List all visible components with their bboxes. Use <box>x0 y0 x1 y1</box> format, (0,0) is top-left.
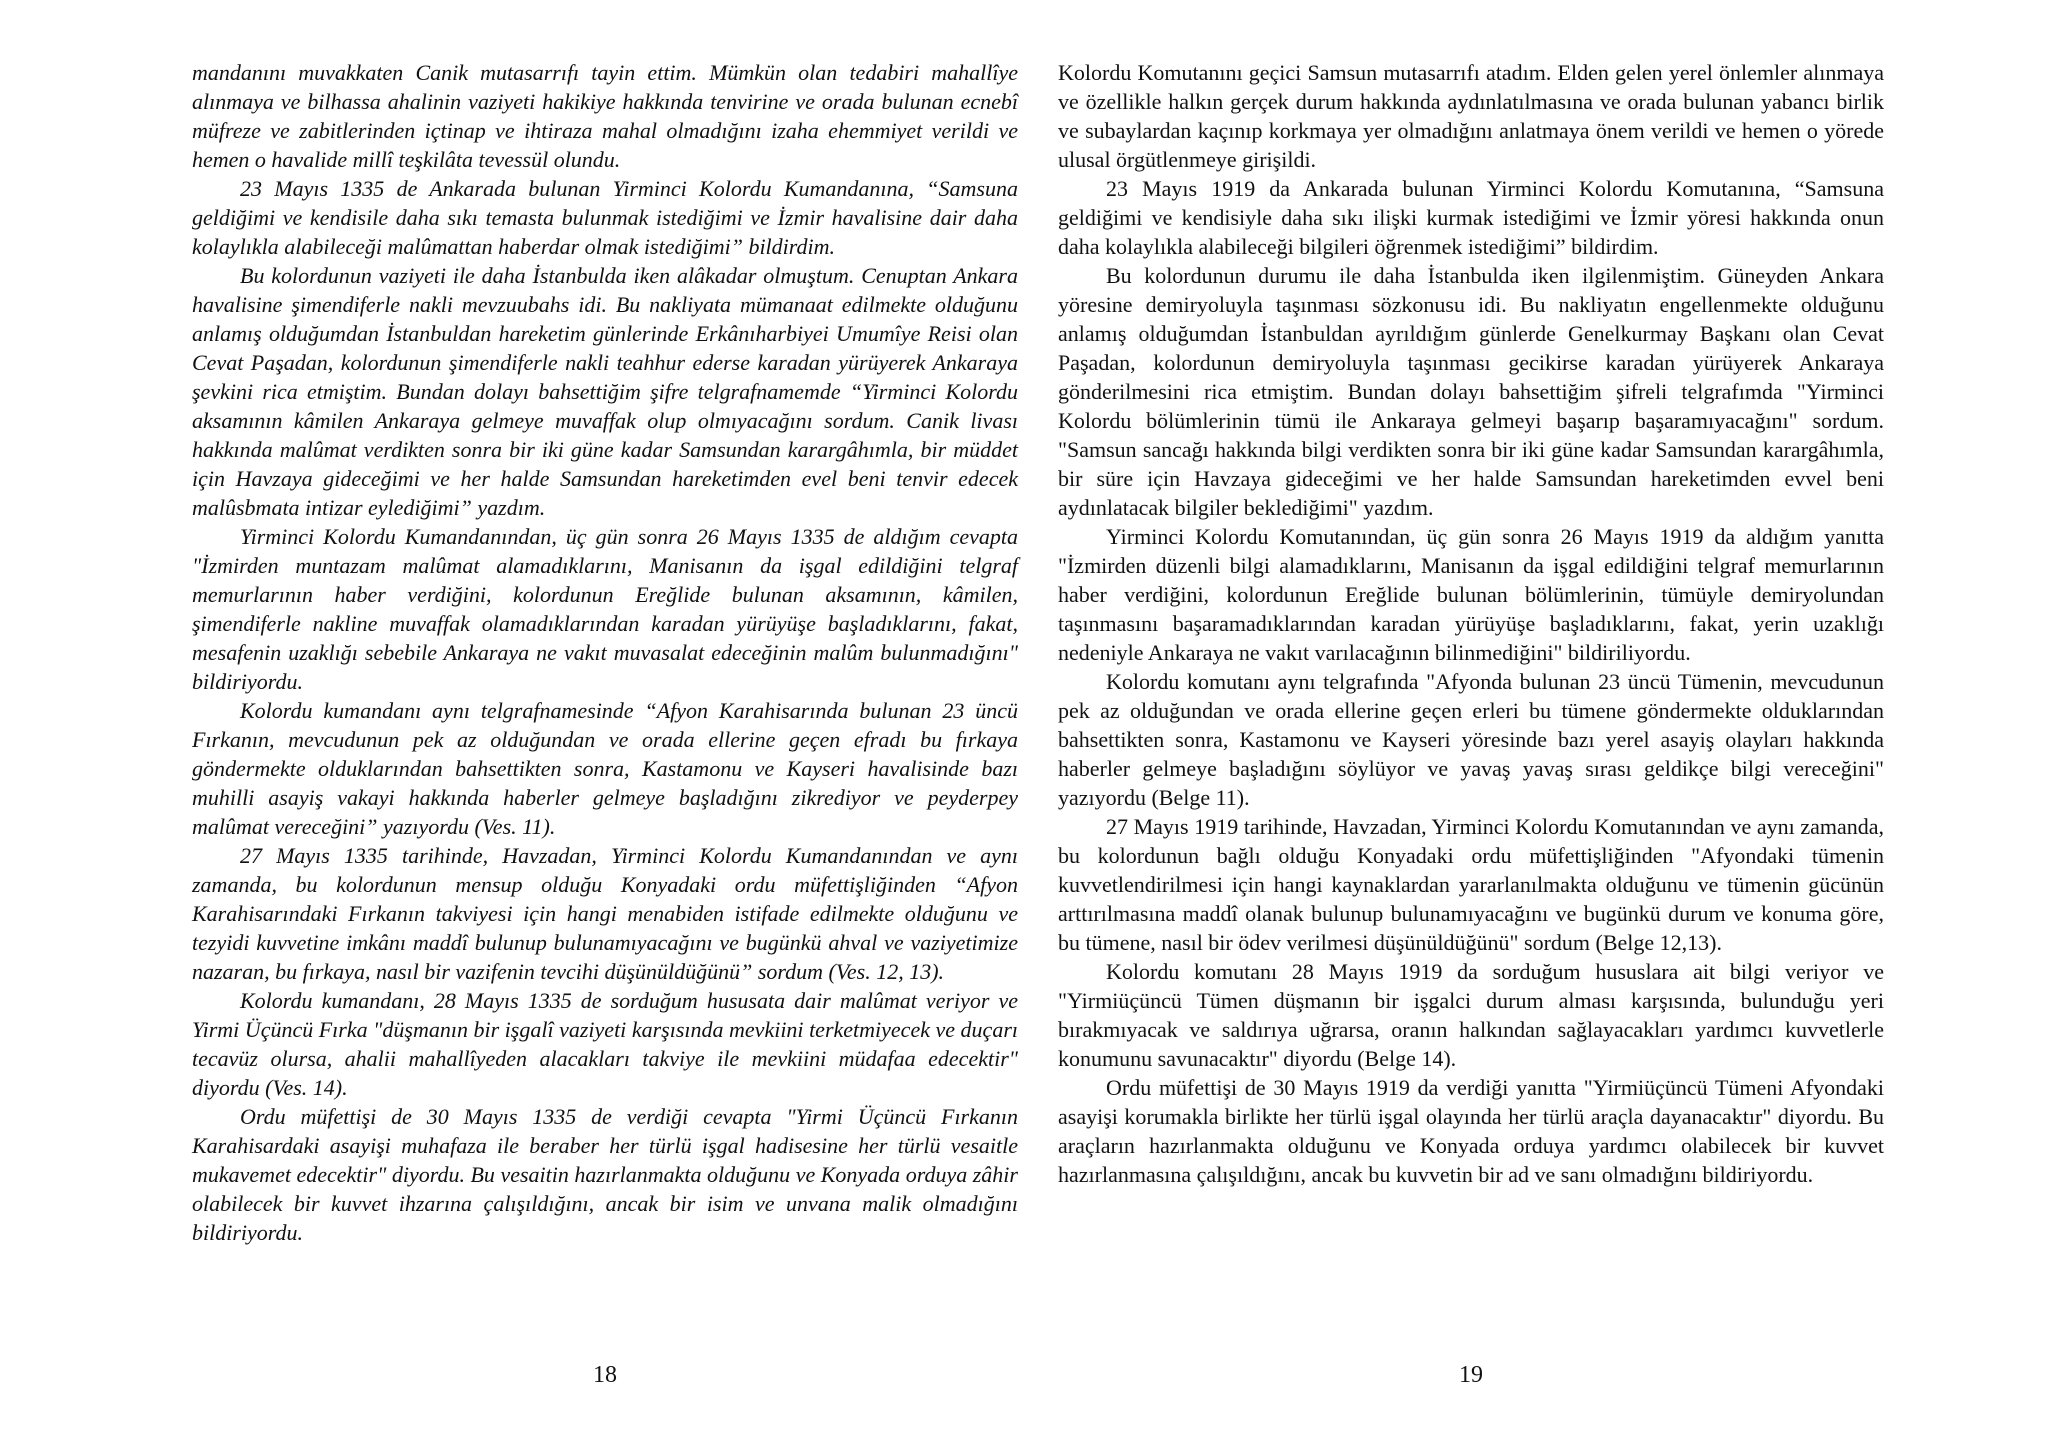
paragraph: Kolordu Komutanını geçici Samsun mutasarrıfı atadım. Elden gelen yerel önlemler alınmaya ve özellikle halkın gerçek durum hakkında aydınlatılmasına ve orada bulunan yabancı birlik ve subaylardan kaçınıp korkmaya yer olmadığını anlatmaya önem verildi ve hemen o yörede ulusal örgütlenmeye girişildi. <box>1058 60 1884 172</box>
paragraph: 23 Mayıs 1335 de Ankarada bulunan Yirminci Kolordu Kumandanına, “Samsuna geldiğimi ve kendisile daha sıkı temasta bulunmak istediğimi ve İzmir havalisine dair daha kolaylıkla alabileceği malûmattan haberdar olmak istediğimi” bildirdim. <box>192 176 1018 259</box>
paragraph: Bu kolordunun durumu ile daha İstanbulda iken ilgilenmiştim. Güneyden Ankara yöresine demiryoluyla taşınması sözkonusu idi. Bu nakliyatın engellenmekte olduğunu anlamış olduğumdan İstanbuldan ayrıldığım günlerde Genelkurmay Başkanı olan Cevat Paşadan, kolordunun demiryoluyla taşınması gecikirse karadan yürüyerek Ankaraya gönderilmesini rica etmiştim. Bundan dolayı bahsettiğim şifreli telgrafımda "Yirminci Kolordu bölümlerinin tümü ile Ankaraya gelmeyi başarıp başaramıyacağını" sordum. "Samsun sancağı hakkında bilgi verdikten sonra bir iki güne kadar Samsundan karargâhımla, bir süre için Havzaya gideceğimi ve her halde Samsundan hareketimden evvel beni aydınlatacak bilgiler beklediğimi" yazdım. <box>1058 263 1884 520</box>
paragraph: Kolordu kumandanı aynı telgrafnamesinde “Afyon Karahisarında bulunan 23 üncü Fırkanın, mevcudunun pek az olduğundan ve orada ellerine geçen efradı bu fırkaya göndermekte olduklarından bahsettikten sonra, Kastamonu ve Kayseri havalisinde bazı muhilli asayiş vakayi hakkında haberler gelmeye başladığını zikrediyor ve peyderpey malûmat vereceğini” yazıyordu (Ves. 11). <box>192 698 1018 839</box>
paragraph: Yirminci Kolordu Kumandanından, üç gün sonra 26 Mayıs 1335 de aldığım cevapta "İzmirden muntazam malûmat alamadıklarını, Manisanın da işgal edildiğini telgraf memurlarının haber verdiğini, kolordunun Ereğlide bulunan aksamının, kâmilen, şimendiferle nakline muvaffak olamadıklarından karadan yürüyüşe başladıklarını, fakat, mesafenin uzaklığı sebebile Ankaraya ne vakıt muvasalat edeceğinin malûm bulunmadığını" bildiriyordu. <box>192 524 1018 694</box>
paragraph: Kolordu kumandanı, 28 Mayıs 1335 de sorduğum hususata dair malûmat veriyor ve Yirmi Üçüncü Fırka "düşmanın bir işgalî vaziyeti karşısında mevkiini terketmiyecek ve duçarı tecavüz olursa, ahalii mahallîyeden alacakları takviye ile mevkiini müdafaa edecektir" diyordu (Ves. 14). <box>192 988 1018 1100</box>
paragraph: Kolordu komutanı aynı telgrafında "Afyonda bulunan 23 üncü Tümenin, mevcudunun pek az olduğundan ve orada ellerine geçen erleri bu tümene göndermekte olduklarından bahsettikten sonra, Kastamonu ve Kayseri yöresinde bazı yerel asayiş olayları hakkında haberler gelmeye başladığını söylüyor ve yavaş yavaş sırası geldikçe bilgi vereceğini" yazıyordu (Belge 11). <box>1058 669 1884 810</box>
page-number-left: 18 <box>593 1362 617 1388</box>
paragraph: Kolordu komutanı 28 Mayıs 1919 da sorduğum hususlara ait bilgi veriyor ve "Yirmiüçüncü Tümen düşmanın bir işgalci durum alması karşısında, bulunduğu yeri bırakmıyacak ve saldırıya uğrarsa, oranın halkından sağlayacakları yardımcı kuvvetlerle konumunu savunacaktır" diyordu (Belge 14). <box>1058 959 1884 1071</box>
paragraph: Bu kolordunun vaziyeti ile daha İstanbulda iken alâkadar olmuştum. Cenuptan Ankara havalisine şimendiferle nakli mevzuubahs idi. Bu nakliyata mümanaat edilmekte olduğunu anlamış olduğumdan İstanbuldan hareketim günlerinde Erkânıharbiyei Umumîye Reisi olan Cevat Paşadan, kolordunun şimendiferle nakli teahhur ederse karadan yürüyerek Ankaraya şevkini rica etmiştim. Bundan dolayı bahsettiğim şifre telgrafnamemde “Yirminci Kolordu aksamının kâmilen Ankaraya gelmeye muvaffak olup olmıyacağını sordum. Canik livası hakkında malûmat verdikten sonra bir iki güne kadar Samsundan karargâhımla, bir müddet için Havzaya gideceğimi ve her halde Samsundan hareketimden evel beni tenvir edecek malûsbmata intizar eylediğimi” yazdım. <box>192 263 1018 520</box>
paragraph: Yirminci Kolordu Komutanından, üç gün sonra 26 Mayıs 1919 da aldığım yanıtta "İzmirden düzenli bilgi alamadıklarını, Manisanın da işgal edildiğini telgraf memurlarının haber verdiğini, kolordunun Ereğlide bulunan bölümlerinin, tümüyle demiryolundan taşınmasını başaramadıklarından karadan yürüyüşe başladıklarını, fakat, yerin uzaklığı nedeniyle Ankaraya ne vakıt varılacağının bilinmediğini" bildiriliyordu. <box>1058 524 1884 665</box>
paragraph: 27 Mayıs 1335 tarihinde, Havzadan, Yirminci Kolordu Kumandanından ve aynı zamanda, bu kolordunun mensup olduğu Konyadaki ordu müfettişliğinden “Afyon Karahisarındaki Fırkanın takviyesi için hangi menabiden istifade edilmekte olduğunu ve tezyidi kuvvetine imkânı maddî bulunup bulunamıyacağını ve bugünkü ahval ve vaziyetimize nazaran, bu fırkaya, nasıl bir vazifenin tevcihi düşünüldüğünü” sordum (Ves. 12, 13). <box>192 843 1018 984</box>
left-page <box>192 58 1018 1247</box>
paragraph: Ordu müfettişi de 30 Mayıs 1919 da verdiği yanıtta "Yirmiüçüncü Tümeni Afyondaki asayişi korumakla birlikte her türlü işgal olayında her türlü araçla dayanacaktır" diyordu. Bu araçların hazırlanmakta olduğunu ve Konyada orduya yardımcı olabilecek bir kuvvet hazırlanmasına çalışıldığını, ancak bu kuvvetin bir ad ve sanı olmadığını bildiriyordu. <box>1058 1075 1884 1187</box>
right-page-text <box>1058 58 1884 1189</box>
paragraph: mandanını muvakkaten Canik mutasarrıfı tayin ettim. Mümkün olan tedabiri mahallîye alınmaya ve bilhassa ahalinin vaziyeti hakikiye hakkında tenvirine ve orada bulunan ecnebî müfreze ve zabitlerinden içtinap ve ihtiraza mahal olmadığını izaha ehemmiyet verildi ve hemen o havalide millî teşkilâta tevessül olundu. <box>192 60 1018 172</box>
page-number-right: 19 <box>1459 1362 1483 1388</box>
paragraph: 27 Mayıs 1919 tarihinde, Havzadan, Yirminci Kolordu Komutanından ve aynı zamanda, bu kolordunun bağlı olduğu Konyadaki ordu müfettişliğinden "Afyondaki tümenin kuvvetlendirilmesi için hangi kaynaklardan yararlanılmakta olduğunu ve tümenin gücünün arttırılmasına maddî olanak bulunup bulunamıyacağını ve bugünkü durum ve konuma göre, bu tümene, nasıl bir ödev verilmesi düşünüldüğünü" sordum (Belge 12,13). <box>1058 814 1884 955</box>
paragraph: Ordu müfettişi de 30 Mayıs 1335 de verdiği cevapta "Yirmi Üçüncü Fırkanın Karahisardaki asayişi muhafaza ile beraber her türlü işgal hadisesine her türlü vesaitle mukavemet edecektir" diyordu. Bu vesaitin hazırlanmakta olduğunu ve Konyada orduya zâhir olabilecek bir kuvvet ihzarına çalışıldığını, ancak bir isim ve unvana malik olmadığını bildiriyordu. <box>192 1104 1018 1245</box>
right-page <box>1058 58 1884 1189</box>
left-page-text <box>192 58 1018 1247</box>
paragraph: 23 Mayıs 1919 da Ankarada bulunan Yirminci Kolordu Komutanına, “Samsuna geldiğimi ve kendisiyle daha sıkı ilişki kurmak istediğimi ve İzmir yöresi hakkında onun daha kolaylıkla alabileceği bilgileri öğrenmek istediğimi” bildirdim. <box>1058 176 1884 259</box>
